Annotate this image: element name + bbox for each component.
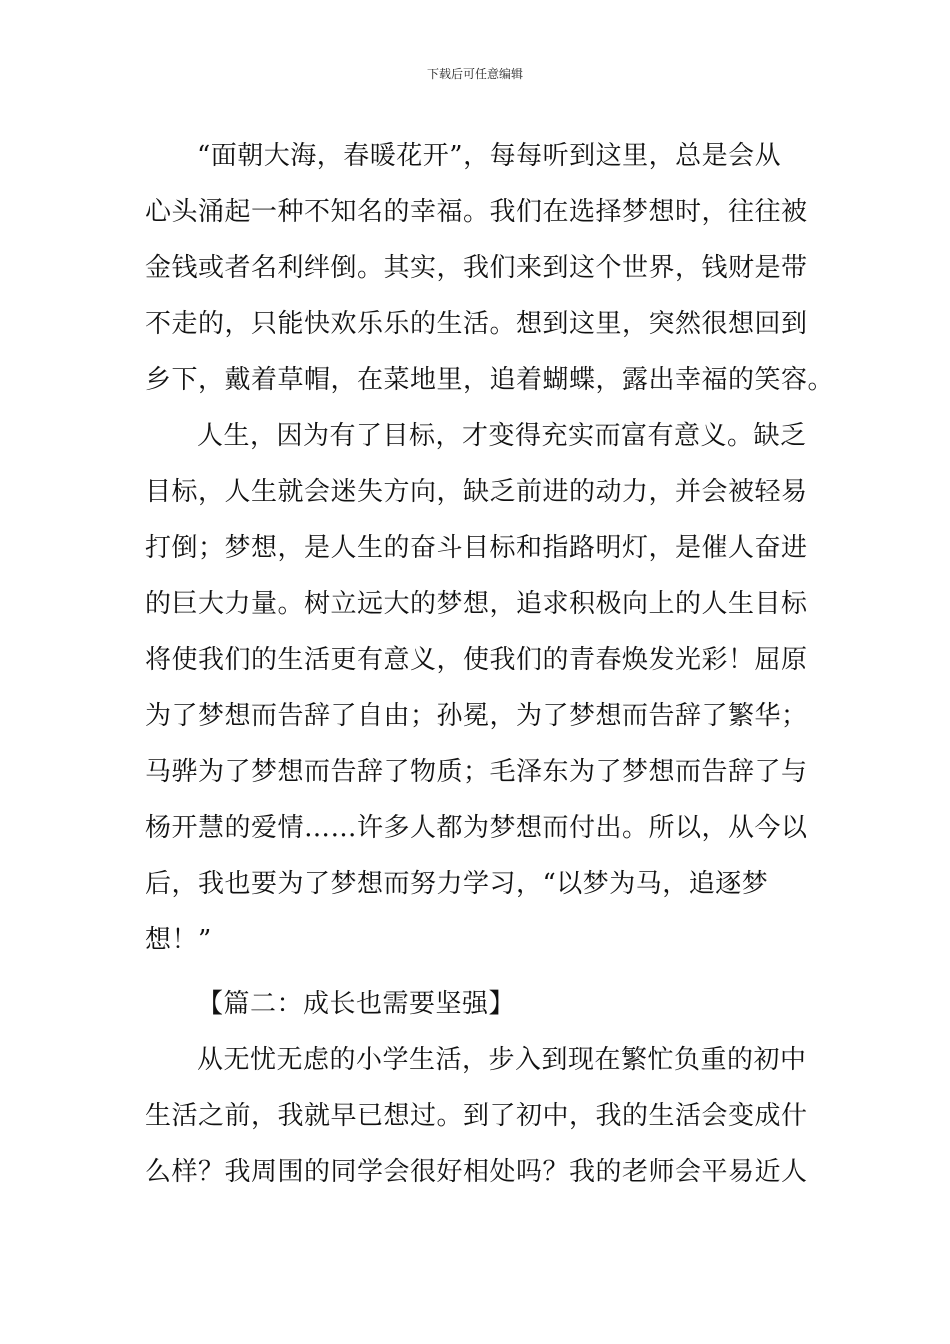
paragraph-2-line-8: 杨开慧的爱情……许多人都为梦想而付出。所以，从今以 xyxy=(145,813,808,843)
paragraph-2-line-3: 打倒；梦想，是人生的奋斗目标和指路明灯，是催人奋进 xyxy=(145,533,808,563)
paragraph-1-line-4: 不走的，只能快欢乐乐的生活。想到这里，突然很想回到 xyxy=(145,309,808,339)
paragraph-1-line-5: 乡下，戴着草帽，在菜地里，追着蝴蝶，露出幸福的笑容。 xyxy=(145,365,835,395)
paragraph-1-line-1: “面朝大海，春暖花开”，每每听到这里，总是会从 xyxy=(197,141,782,171)
paragraph-2-line-2: 目标，人生就会迷失方向，缺乏前进的动力，并会被轻易 xyxy=(145,477,808,507)
page-header: 下载后可任意编辑 xyxy=(426,67,523,81)
paragraph-2-line-4: 的巨大力量。树立远大的梦想，追求积极向上的人生目标 xyxy=(145,589,808,619)
paragraph-3-line-1: 从无忧无虑的小学生活，步入到现在繁忙负重的初中 xyxy=(197,1045,807,1075)
document-body xyxy=(145,128,835,1200)
paragraph-3-line-3: 么样？我周围的同学会很好相处吗？我的老师会平易近人 xyxy=(145,1157,808,1187)
paragraph-2-line-6: 为了梦想而告辞了自由；孙冕，为了梦想而告辞了繁华； xyxy=(145,701,808,731)
paragraph-2-line-5: 将使我们的生活更有意义，使我们的青春焕发光彩！屈原 xyxy=(145,645,808,675)
paragraph-2-line-10: 想！” xyxy=(145,925,212,955)
paragraph-1-line-3: 金钱或者名利绊倒。其实，我们来到这个世界，钱财是带 xyxy=(145,253,808,283)
paragraph-3-line-2: 生活之前，我就早已想过。到了初中，我的生活会变成什 xyxy=(145,1101,808,1131)
paragraph-2-line-1: 人生，因为有了目标，才变得充实而富有意义。缺乏 xyxy=(197,421,807,451)
section-heading: 【篇二：成长也需要坚强】 xyxy=(197,989,516,1019)
paragraph-2-line-9: 后，我也要为了梦想而努力学习，“以梦为马，追逐梦 xyxy=(145,869,769,899)
paragraph-2-line-7: 马骅为了梦想而告辞了物质；毛泽东为了梦想而告辞了与 xyxy=(145,757,808,787)
paragraph-1-line-2: 心头涌起一种不知名的幸福。我们在选择梦想时，往往被 xyxy=(145,197,808,227)
